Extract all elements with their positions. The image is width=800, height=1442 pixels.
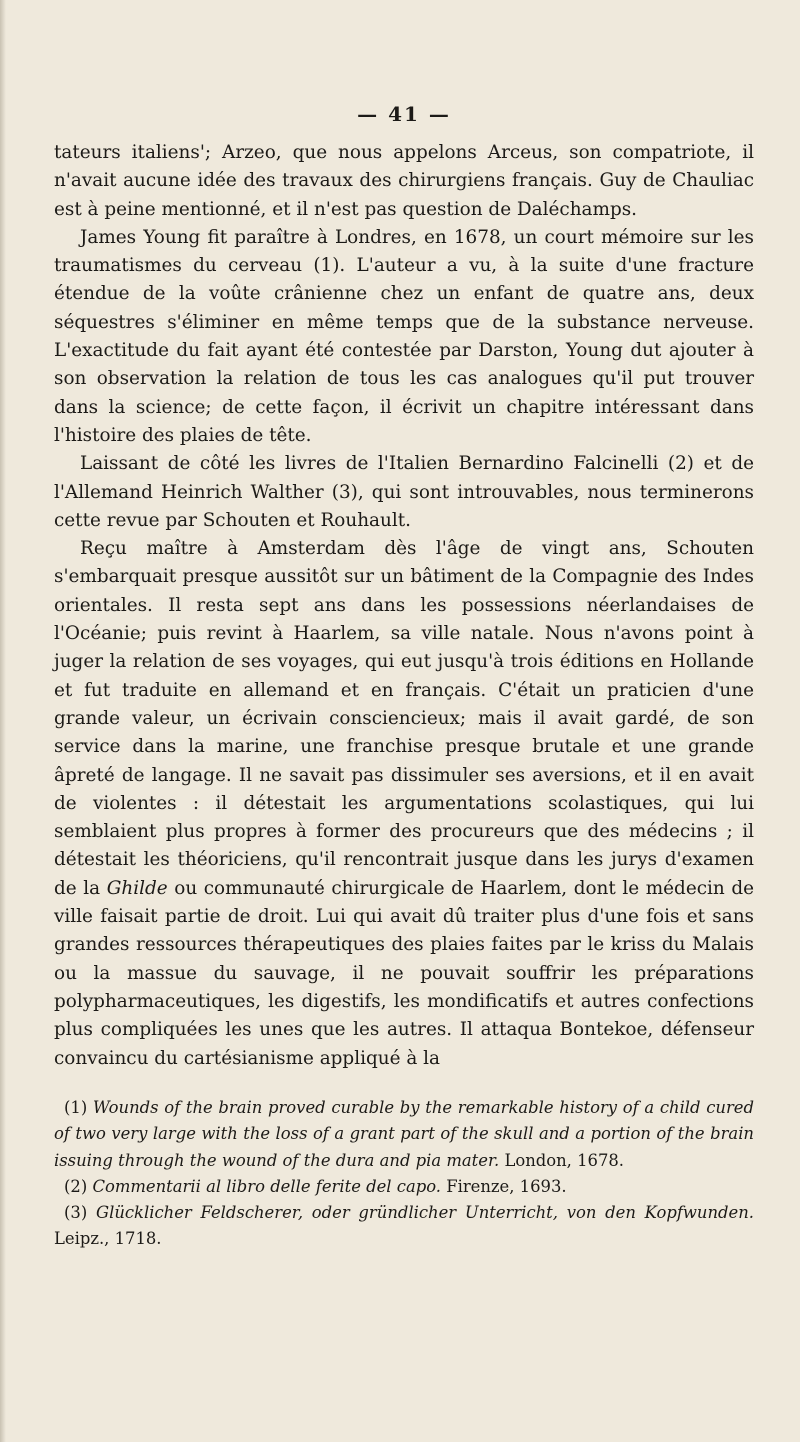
footnote-1-marker: (1)	[64, 1098, 88, 1117]
footnote-3-title: Glücklicher Feldscherer, oder gründlicher Unterricht, von den Kopfwunden.	[95, 1203, 754, 1223]
paragraph-4	[54, 535, 754, 1073]
footnote-1-title: Wounds of the brain proved curable by the remarkable history of a child cured of two very large with the loss of a grant part of the skull and a portion of the brain issuing through the wound of the dura and pia mater.	[54, 1098, 754, 1170]
footnotes	[54, 1095, 754, 1253]
footnote-2-rest: Firenze, 1693.	[446, 1176, 567, 1196]
paragraph-3: Laissant de côté les livres de l'Italien Bernardino Falcinelli (2) et de l'Allemand Heinrich Walther (3), qui sont introuvables, nous terminerons cette revue par Schouten et Rouhault.	[54, 453, 754, 531]
footnote-3-rest: Leipz., 1718.	[54, 1229, 162, 1249]
footnote-3	[54, 1200, 754, 1253]
paragraph-1: tateurs italiens'; Arzeo, que nous appelons Arceus, son compatriote, il n'avait aucune idée des travaux des chirurgiens français. Guy de Chauliac est à peine mentionné, et il n'est pas question de Daléchamps.	[54, 142, 754, 220]
page-number: — 41 —	[357, 102, 451, 126]
footnote-3-marker: (3)	[64, 1203, 88, 1223]
paragraph-2: James Young fit paraître à Londres, en 1678, un court mémoire sur les traumatismes du cerveau (1). L'auteur a vu, à la suite d'une fracture étendue de la voûte crânienne chez un enfant de quatre ans, deux séquestres s'éliminer en même temps que de la substance nerveuse. L'exactitude du fait ayant été contestée par Darston, Young dut ajouter à son observation la relation de tous les cas analogues qu'il put trouver dans la science; de cette façon, il écrivit un chapitre intéressant dans l'histoire des plaies de tête.	[54, 226, 754, 446]
footnote-2	[54, 1174, 754, 1200]
footnote-1-rest: London, 1678.	[504, 1150, 625, 1170]
footnote-2-title: Commentarii al libro delle ferite del capo.	[92, 1176, 441, 1196]
paragraph-4-text: Reçu maître à Amsterdam dès l'âge de vingt ans, Schouten s'embarquait presque aussitôt sur un bâtiment de la Compagnie des Indes orientales. Il resta sept ans dans les possessions néerlandaises de l'Océanie; puis revint à Haarlem, sa ville natale. Nous n'avons point à juger la relation de ses voyages, qui eut jusqu'à trois éditions en Hollande et fut traduite en allemand et en français. C'était un praticien d'une grande valeur, un écrivain consciencieux; mais il avait gardé, de son service dans la marine, une franchise presque brutale et une grande âpreté de langage. Il ne savait pas dissimuler ses aversions, et il en avait de violentes : il détestait les argumentations scolastiques, qui lui semblaient plus propres à former des procureurs que des médecins ; il détestait les théoriciens, qu'il rencontrait jusque dans les jurys d'examen de la	[54, 538, 754, 899]
footnote-1	[54, 1095, 754, 1174]
paragraph-4-end: ou communauté chirurgicale de Haarlem, dont le médecin de ville faisait partie de droit. Lui qui avait dû traiter plus d'une fois et sans grandes ressources thérapeutiques des plaies faites par le kriss du Malais ou la massue du sauvage, il ne pouvait souffrir les préparations polypharmaceutiques, les digestifs, les mondificatifs et autres confections plus compliquées les unes que les autres. Il attaqua Bontekoe, défenseur convaincu du cartésianisme appliqué à la	[54, 877, 754, 1069]
page-edge-shadow	[0, 0, 6, 1442]
footnote-2-marker: (2)	[64, 1176, 88, 1196]
body-text	[54, 139, 754, 1073]
ghilde-term: Ghilde	[106, 877, 168, 899]
